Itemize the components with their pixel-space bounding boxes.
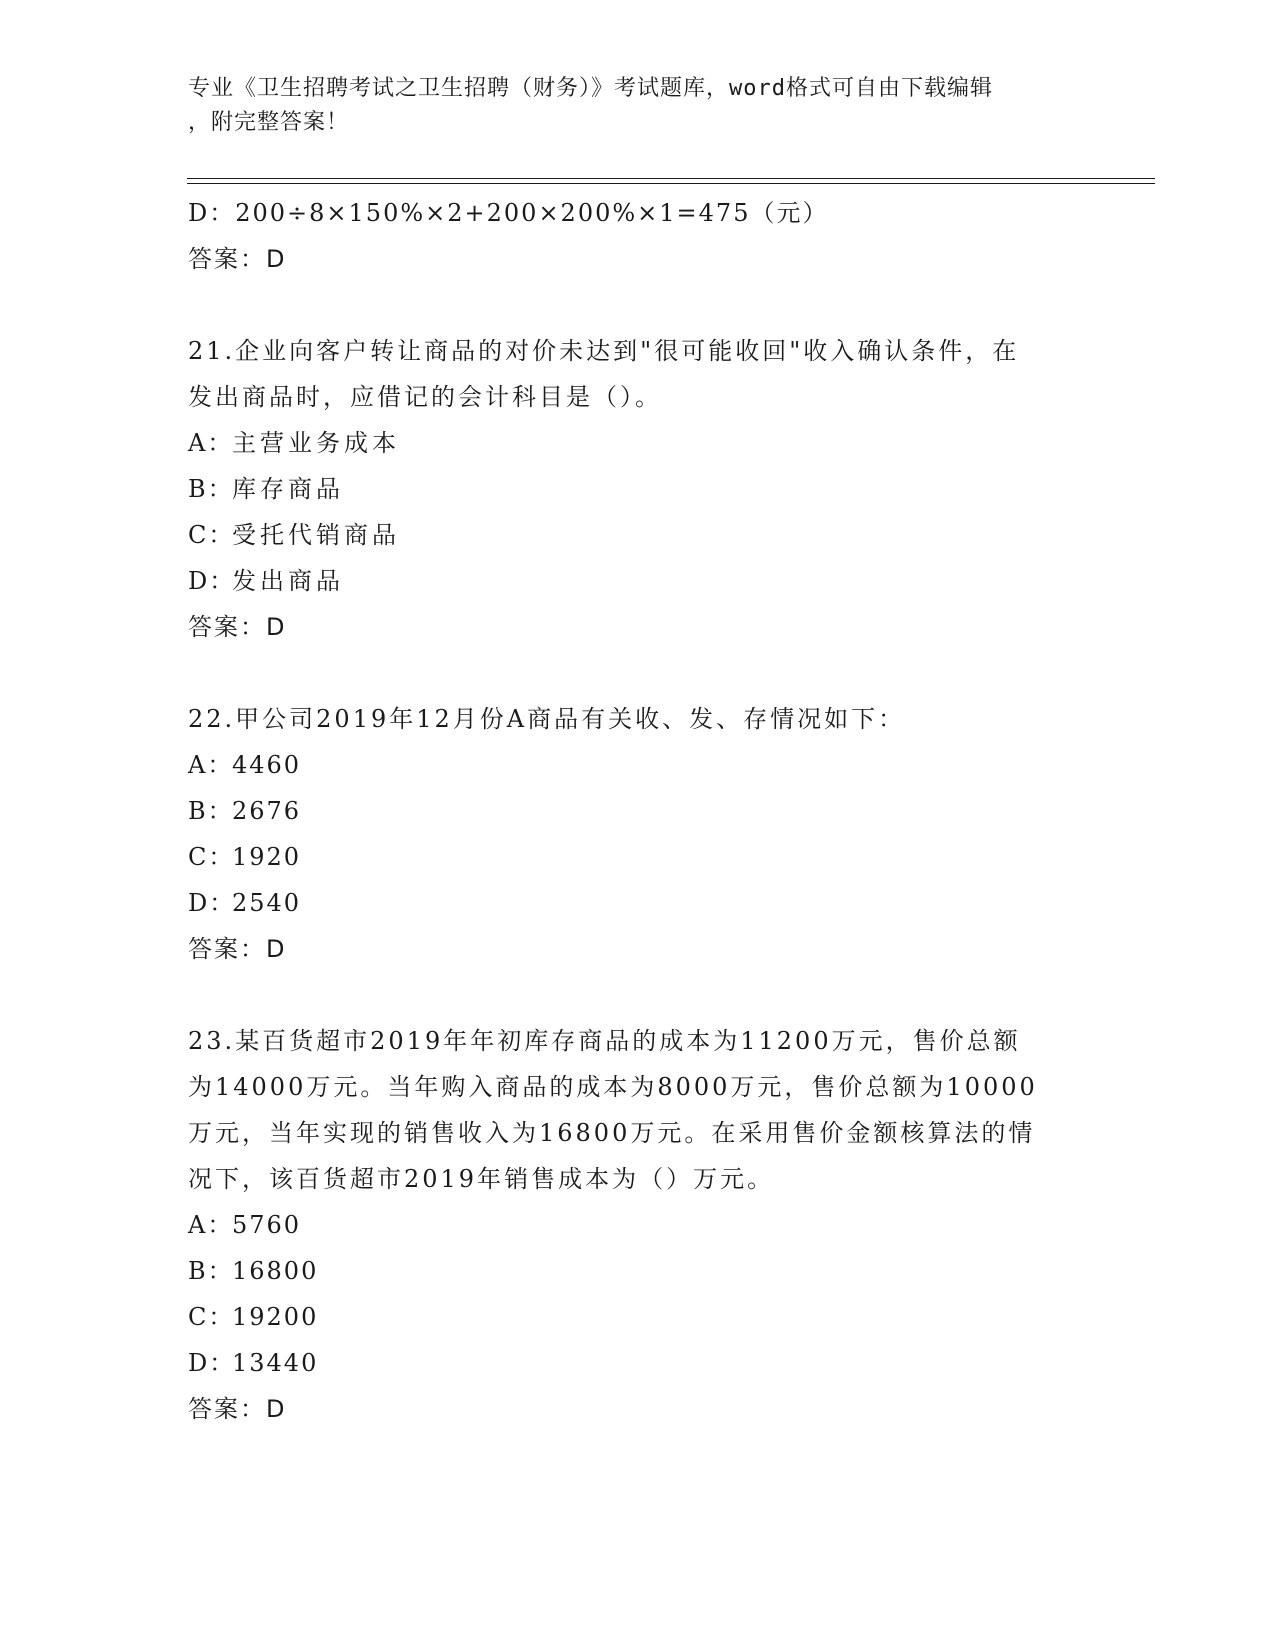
document-header <box>188 72 1088 140</box>
option-label: A： <box>188 429 234 457</box>
option-c <box>188 512 1088 558</box>
header-divider-bottom <box>187 183 1155 184</box>
question-text: 21.企业向客户转让商品的对价未达到"很可能收回"收入确认条件，在发出商品时，应借记的会计科目是（）。 <box>188 337 1020 411</box>
question-list <box>188 190 1088 1432</box>
option-text: 19200 <box>232 1303 319 1331</box>
option-label: B： <box>188 475 234 503</box>
option-d <box>188 1340 1088 1386</box>
option-text: 库存商品 <box>232 475 344 503</box>
option-b <box>188 1248 1088 1294</box>
header-line-1: 专业《卫生招聘考试之卫生招聘（财务）》考试题库，word格式可自由下载编辑 <box>188 76 993 101</box>
option-text: 5760 <box>232 1211 302 1239</box>
question-21 <box>188 328 1088 650</box>
option-text: 受托代销商品 <box>232 521 400 549</box>
option-d <box>188 558 1088 604</box>
question-23 <box>188 1018 1088 1432</box>
option-text: 1920 <box>232 843 302 871</box>
previous-question-tail <box>188 190 1088 282</box>
option-c <box>188 1294 1088 1340</box>
option-text: 2540 <box>232 889 302 917</box>
option-a <box>188 1202 1088 1248</box>
question-text: 22.甲公司2019年12月份A商品有关收、发、存情况如下： <box>188 705 906 733</box>
option-label: A： <box>188 751 234 779</box>
answer-line: 答案：D <box>188 245 287 273</box>
option-label: D： <box>188 889 236 917</box>
spacer <box>188 282 1088 328</box>
option-text: 13440 <box>232 1349 319 1377</box>
option-label: D： <box>188 1349 236 1377</box>
option-d <box>188 880 1088 926</box>
option-label: D： <box>188 567 236 595</box>
option-label: C： <box>188 521 235 549</box>
option-label: B： <box>188 1257 234 1285</box>
option-c <box>188 834 1088 880</box>
question-22 <box>188 696 1088 972</box>
option-label: C： <box>188 1303 235 1331</box>
option-a <box>188 742 1088 788</box>
option-text: 4460 <box>232 751 302 779</box>
option-text: 2676 <box>232 797 302 825</box>
header-line-2: ，附完整答案！ <box>188 110 350 135</box>
spacer <box>188 650 1088 696</box>
option-b <box>188 466 1088 512</box>
option-text: 主营业务成本 <box>232 429 400 457</box>
option-b <box>188 788 1088 834</box>
header-divider-top <box>187 178 1155 179</box>
option-a <box>188 420 1088 466</box>
question-text: 23.某百货超市2019年年初库存商品的成本为11200万元，售价总额为14000万元。当年购入商品的成本为8000万元，售价总额为10000万元，当年实现的销售收入为16800万元。在采用售价金额核算法的情况下，该百货超市2019年销售成本为（）万元。 <box>188 1027 1038 1193</box>
answer-line: 答案：D <box>188 935 287 963</box>
answer-line: 答案：D <box>188 613 287 641</box>
option-label: A： <box>188 1211 234 1239</box>
option-text: 发出商品 <box>232 567 344 595</box>
option-label: B： <box>188 797 234 825</box>
option-d: D：200÷8×150%×2+200×200%×1=475（元） <box>188 199 829 227</box>
spacer <box>188 972 1088 1018</box>
option-label: C： <box>188 843 235 871</box>
answer-line: 答案：D <box>188 1395 287 1423</box>
option-text: 16800 <box>232 1257 319 1285</box>
